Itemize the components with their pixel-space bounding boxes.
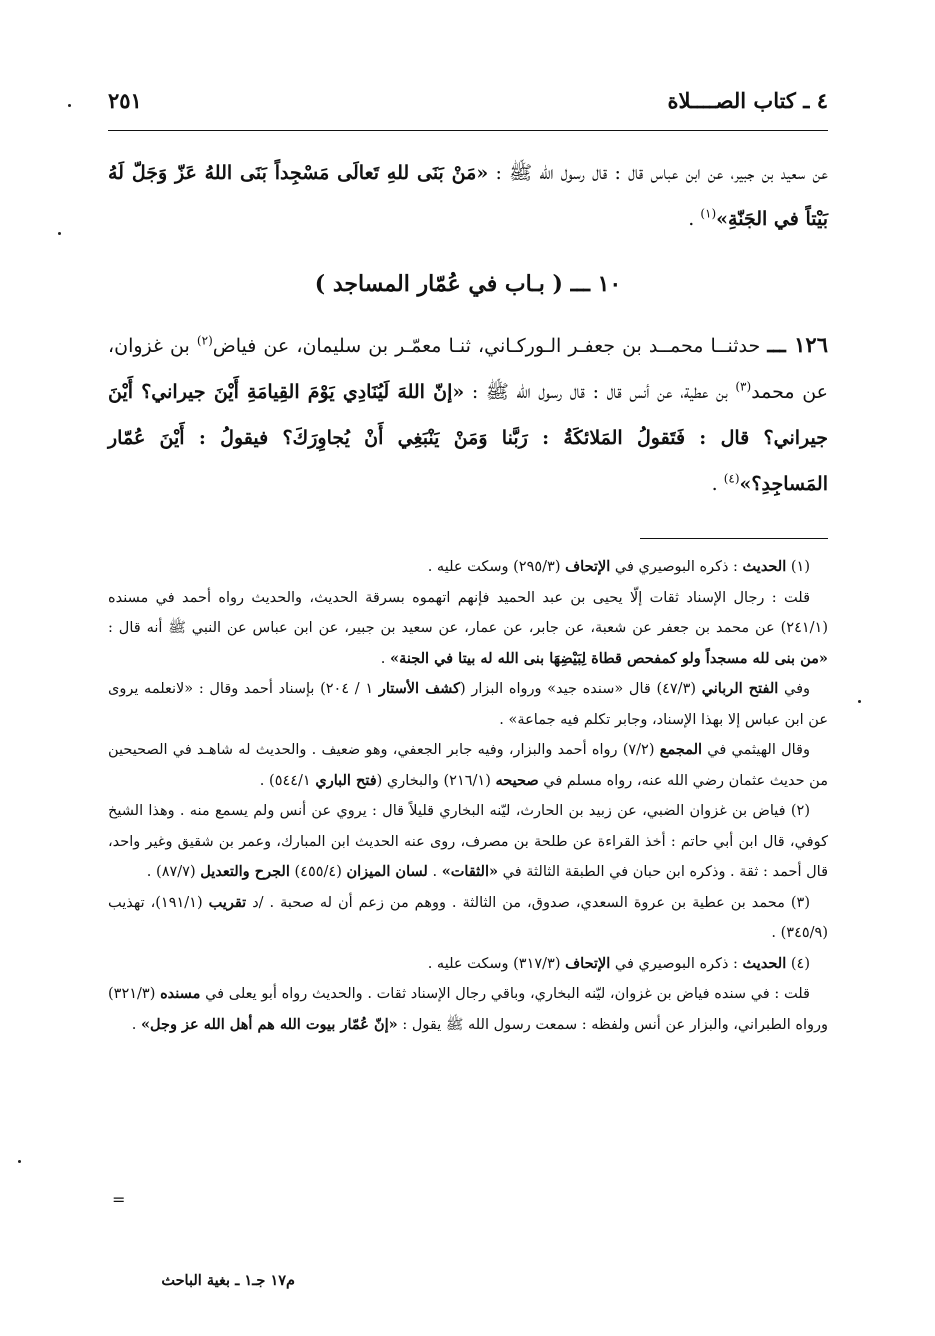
footnote-1-note-text: قلت : رجال الإسناد ثقات إلّا يحيى بن عبد الحميد فإنهم اتهموه بسرقة الحديث، والحديث رواه أحمد في مسنده (٢٤١/١) عن محمد بن جعفر عن شعبة، عن جابر، عن عمار، عن سعيد بن جبير، عن ابن عباس عن النبي ﷺ أنه قال :	[108, 589, 828, 636]
page-number: ٢٥١	[108, 88, 142, 113]
footnote-4-text-b: (٣١٧/٣) وسكت عليه .	[427, 955, 566, 972]
footnote-2-text-c: (٤٥٥/٤)	[289, 864, 347, 880]
footnote-3-text-b: (١٩١/١)، تهذيب (٣٤٥/٩) .	[108, 894, 828, 941]
intro-paragraph	[108, 150, 828, 242]
footnote-1-haythami	[108, 735, 828, 796]
footnote-ref-2: (٢)	[196, 333, 213, 348]
haythami-text-c: (٢١٦/١) والبخاري (	[376, 772, 496, 789]
footnote-ref-1: (١)	[700, 206, 717, 221]
running-header	[108, 88, 828, 128]
continuation-mark: =	[112, 1190, 126, 1209]
footnote-4-note	[108, 979, 828, 1040]
rabbani-text-c: ١ / ٢٠٤) بإسناد أحمد وقال : «لانعلمه يروى عن ابن عباس إلا بهذا الإسناد، وجابر تكلم فيه جماعة» .	[108, 681, 828, 728]
haythami-source-3: فتح الباري	[315, 771, 377, 789]
haythami-text-a: وقال الهيثمي في	[702, 742, 810, 758]
footnotes	[108, 552, 828, 1040]
footnote-3-source: تقريب	[208, 893, 247, 911]
chapter-heading: ١٠ ـــ ( بـاب في عُمّار المساجد )	[314, 271, 622, 297]
isnad-part-a: حدثنــا محمــد بن جعفـر الـوركـاني، ثنـا معمّـر بن سليمان، عن فياض	[212, 335, 768, 357]
footnote-1-label: الحديث	[742, 558, 787, 575]
intro-hadith: «مَنْ بَنَى للهِ تَعالَى مَسْجِداً بَنَى اللهُ عَزّ وَجَلّ لَهُ بَيْتاً في الجَنّةِ»	[108, 162, 828, 230]
footnote-2-source-2: لسان الميزان	[346, 863, 428, 880]
footnote-4-note-quote: «إنّ عُمّار بيوت الله هم أهل الله عز وجل»	[140, 1015, 398, 1033]
footnote-4-note-end: .	[131, 1016, 141, 1033]
header-rule	[108, 130, 828, 131]
footnote-1-note	[108, 583, 828, 675]
scan-speck	[858, 700, 861, 703]
intro-text: عن سعيد بن جبير، عن ابن عباس قال : قال رسول الله ﷺ :	[488, 162, 828, 184]
printer-signature: م١٧ جـ١ ـ بغية الباحث	[161, 1272, 295, 1289]
footnote-4-marker: (٤)	[786, 955, 810, 972]
footnote-2-text-b: .	[427, 864, 442, 880]
scan-speck	[68, 104, 71, 107]
footnote-1-text-a: : ذكره البوصيري في	[610, 559, 743, 575]
footnote-1-note-end: .	[380, 650, 391, 667]
footnote-2-source: «الثقات»	[441, 863, 499, 880]
footnote-3-text-a: (٣) محمد بن عطية بن عروة السعدي، صدوق، من الثالثة . ووهم من زعم أن له صحبة . /د	[246, 894, 810, 911]
haythami-text-b: (٧/٢) رواه أحمد والبزار، وفيه جابر الجعفي، وهو ضعيف . والحديث له شاهـد في الصحيحين من حديث عثمان رضي الله عنه، رواه مسلم في	[108, 742, 828, 789]
footnote-1	[108, 552, 828, 583]
hadith-text: «إنّ اللهَ لَيُنَادِي يَوْمَ القِيامَةِ أَيْنَ جيراني؟ أَيْنَ جيراني؟ قال : فَتَقولُ المَلائكَةُ : رَبَّنا وَمَنْ يَنْبَغِي أَنْ يُجاوِرَكَ؟ فيقولُ : أَيْنَ عُمّار المَساجِدِ؟»	[108, 381, 828, 495]
footnote-4-text-a: : ذكره البوصيري في	[610, 955, 743, 972]
hadith-number: ١٢٦ ـــ	[767, 332, 828, 357]
rabbani-source-2: كشف الأستار	[378, 680, 461, 697]
isnad-part-c: بن عطية، عن أنس قال : قال رسول الله ﷺ :	[464, 381, 736, 403]
intro-end: .	[688, 208, 701, 230]
rabbani-text-a: وفي	[778, 681, 811, 697]
footnote-2	[108, 796, 828, 888]
haythami-source: المجمع	[659, 741, 703, 758]
footnote-1-source: الإتحاف	[565, 558, 611, 575]
rabbani-source: الفتح الرباني	[701, 680, 779, 697]
footnote-4-note-source: مسنده	[160, 985, 201, 1002]
footnote-2-text-a: (٢) فياض بن غزوان الضبي، عن زبيد بن الحارث، ليّنه البخاري قليلاً قال : يروي عن أنس ولم يسمع منه . وهذا الشيخ كوفي، قال ابن أبي حاتم : أخذ القراءة عن طلحة بن مصرف، روى عنه الحديث ابن المبارك، وعمر بن شقيق وغير واحد، قال أحمد : ثقة . وذكره ابن حبان في الطبقة الثالثة في	[108, 803, 828, 880]
haythami-source-2: صحيحه	[495, 771, 539, 789]
footnote-4	[108, 949, 828, 980]
footnote-1-marker: (١)	[786, 559, 810, 575]
rabbani-text-b: (٤٧/٣) قال «سنده جيد» ورواه البزار (	[460, 681, 702, 697]
footnote-4-note-text-b: (٣٢١/٣) ورواه الطبراني، والبزار عن أنس ولفظه : سمعت رسول الله ﷺ يقول :	[108, 986, 828, 1033]
footnote-4-source: الإتحاف	[565, 954, 611, 972]
footnote-2-text-d: (٨٧/٧) .	[146, 864, 201, 880]
footnote-1-note-quote: «من بنى لله مسجداً ولو كمفحص قطاة لِبَيْضِهَا بنى الله له بيتا في الجنة»	[390, 649, 828, 667]
footnote-2-source-3: الجرح والتعديل	[200, 863, 290, 880]
footnote-ref-4: (٤)	[723, 471, 740, 486]
scan-speck	[18, 1160, 21, 1163]
footnote-4-note-text-a: قلت : في سنده فياض بن غزوان، ليّنه البخاري، وباقي رجال الإسناد ثقات . والحديث رواه أبو يعلى في	[200, 986, 810, 1002]
isnad-part-b: بن غزوان، عن محمد	[108, 335, 828, 403]
footnote-1-text-b: (٢٩٥/٣) وسكت عليه .	[427, 559, 566, 575]
main-text	[108, 150, 828, 507]
footnote-3	[108, 888, 828, 949]
footnote-1-rabbani	[108, 674, 828, 735]
footnote-separator	[640, 538, 828, 539]
hadith-126-paragraph	[108, 322, 828, 507]
haythami-text-d: ٥٤٤/١) .	[259, 772, 316, 789]
footnote-ref-3: (٣)	[735, 379, 752, 394]
footnote-4-label: الحديث	[742, 954, 787, 972]
scan-speck	[58, 232, 61, 235]
header-title: ٤ ـ كتاب الصــــلاة	[667, 88, 828, 113]
hadith-end: .	[711, 473, 724, 495]
